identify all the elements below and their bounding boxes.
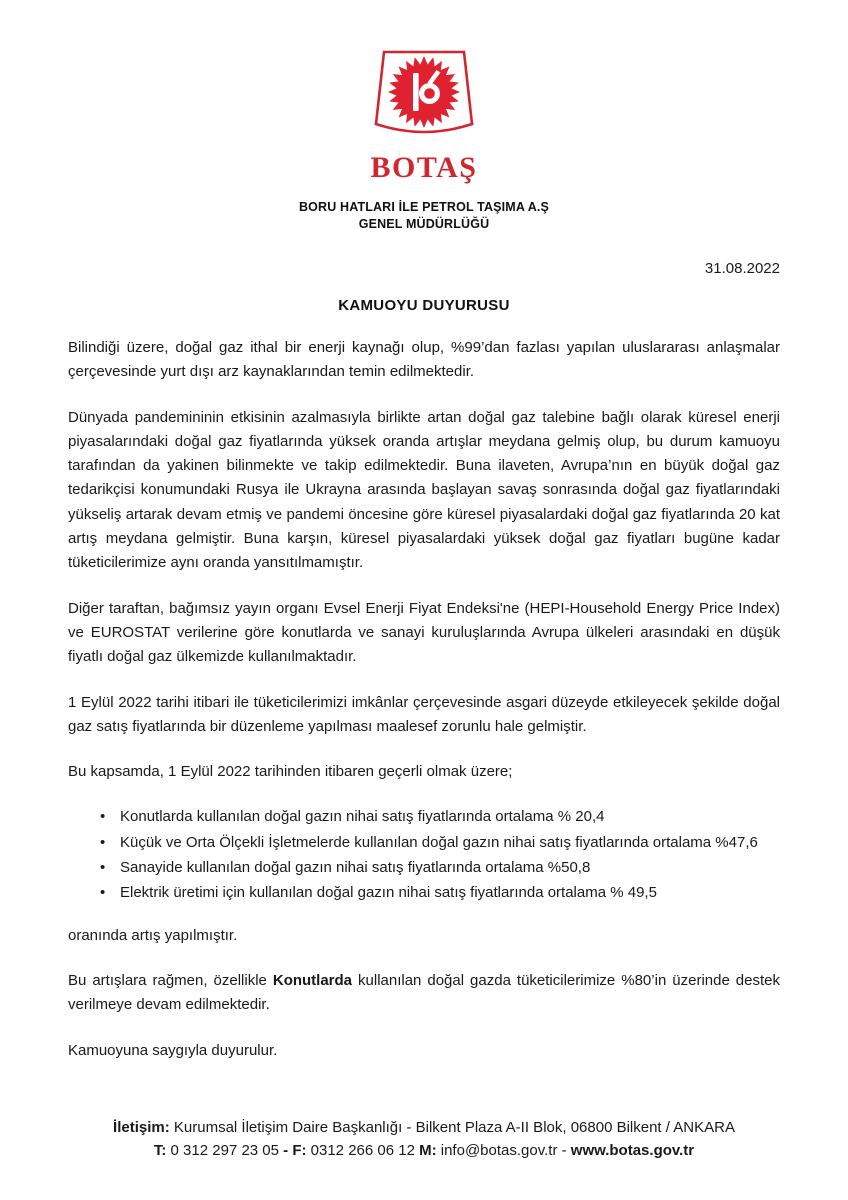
fax-label: - F: <box>283 1141 307 1159</box>
list-item-text: Sanayide kullanılan doğal gazın nihai satış fiyatlarında ortalama %50,8 <box>120 859 591 877</box>
list-item <box>100 805 780 829</box>
bullet-icon: • <box>100 833 106 851</box>
footer-dash: - <box>561 1141 571 1159</box>
paragraph-7-emphasis: Konutlarda <box>272 971 353 989</box>
footer-contact-label: İletişim: <box>113 1118 170 1136</box>
document-header <box>68 0 780 232</box>
document-body <box>68 336 780 1063</box>
paragraph-5: Bu kapsamda, 1 Eylül 2022 tarihinden itibaren geçerli olmak üzere; <box>68 763 513 781</box>
botas-shield-sunburst-logo <box>364 46 484 150</box>
document-title: KAMUOYU DUYURUSU <box>338 297 510 314</box>
paragraph-1: Bilindiği üzere, doğal gaz ithal bir enerji kaynağı olup, %99’dan fazlası yapılan uluslararası anlaşmalar çerçevesinde yurt dışı arz kaynaklarından temin edilmektedir. <box>68 339 780 381</box>
bullet-icon: • <box>100 884 106 902</box>
document-date: 31.08.2022 <box>704 260 780 277</box>
list-item-text: Küçük ve Orta Ölçekli İşletmelerde kullanılan doğal gazın nihai satış fiyatlarında ortalama %47,6 <box>120 833 758 851</box>
paragraph-8: Kamuoyuna saygıyla duyurulur. <box>68 1041 278 1059</box>
organization-line-2: GENEL MÜDÜRLÜĞÜ <box>358 216 490 231</box>
paragraph-6: oranında artış yapılmıştır. <box>68 926 238 944</box>
list-item-text: Elektrik üretimi için kullanılan doğal gazın nihai satış fiyatlarında ortalama % 49,5 <box>120 884 657 902</box>
logo-wordmark: BOTAŞ <box>370 151 478 184</box>
organization-line-1: BORU HATLARI İLE PETROL TAŞIMA A.Ş <box>298 200 549 214</box>
botas-logo <box>364 46 484 150</box>
paragraph-2: Dünyada pandemininin etkisinin azalmasıyla birlikte artan doğal gaz talebine bağlı olarak küresel enerji piyasalarındaki doğal gaz fiyatlarında yüksek oranda artışlar meydana gelmiş olup, bu durum kamuoyu tarafından da yakinen bilinmekte ve takip edilmektedir. Buna ilaveten, Avrupa’nın en büyük doğal gaz tedarikçisi konumundaki Rusya ile Ukrayna arasında başlayan savaş sonrasında doğal gaz fiyatlarındaki yükseliş artarak devam etmiş ve pandemi öncesine göre küresel piyasalardaki doğal gaz fiyatlarında 20 kat artış meydana gelmiştir. Buna karşın, küresel piyasalardaki yüksek doğal gaz fiyatları bugüne kadar tüketicilerimize aynı oranda yansıtılmamıştır. <box>68 408 780 572</box>
paragraph-7-part-1: Bu artışlara rağmen, özellikle <box>68 971 273 989</box>
mail-label: M: <box>419 1141 437 1159</box>
list-item <box>100 856 780 880</box>
paragraph-7-part-2: kullanılan doğal gazda tüketicilerimize %80’in üzerinde destek verilmeye devam edilmektedir. <box>68 971 780 1014</box>
paragraph-3: Diğer taraftan, bağımsız yayın organı Evsel Enerji Fiyat Endeksi'ne (HEPI-Household Energy Price Index) ve EUROSTAT verilerine göre konutlarda ve sanayi kuruluşlarında Avrupa ülkeleri arasındaki en düşük fiyatlı doğal gaz ülkemizde kullanılmaktadır. <box>68 599 780 666</box>
phone-value: 0 312 297 23 05 <box>166 1141 284 1159</box>
email-value[interactable]: info@botas.gov.tr <box>436 1141 562 1159</box>
phone-label: T: <box>153 1141 167 1159</box>
paragraph-7 <box>68 969 780 1018</box>
bullet-icon: • <box>100 859 106 877</box>
footer-contact-block <box>68 1116 780 1163</box>
fax-value: 0312 266 06 12 <box>306 1141 420 1159</box>
website-link[interactable]: www.botas.gov.tr <box>570 1141 695 1159</box>
paragraph-4: 1 Eylül 2022 tarihi itibari ile tüketicilerimizi imkânlar çerçevesinde asgari düzeyde etkileyecek şekilde doğal gaz satış fiyatlarında bir düzenleme yapılması maalesef zorunlu hale gelmiştir. <box>68 693 780 735</box>
list-item <box>100 881 780 905</box>
footer-phone-line <box>68 1139 780 1162</box>
organization-name <box>68 199 780 232</box>
footer-address-line <box>68 1116 780 1139</box>
bullet-icon: • <box>100 808 106 826</box>
list-item <box>100 831 780 855</box>
list-item-text: Konutlarda kullanılan doğal gazın nihai satış fiyatlarında ortalama % 20,4 <box>120 808 605 826</box>
price-increase-list <box>68 805 780 905</box>
footer-address-text: Kurumsal İletişim Daire Başkanlığı - Bilkent Plaza A-II Blok, 06800 Bilkent / ANKARA <box>169 1118 735 1136</box>
